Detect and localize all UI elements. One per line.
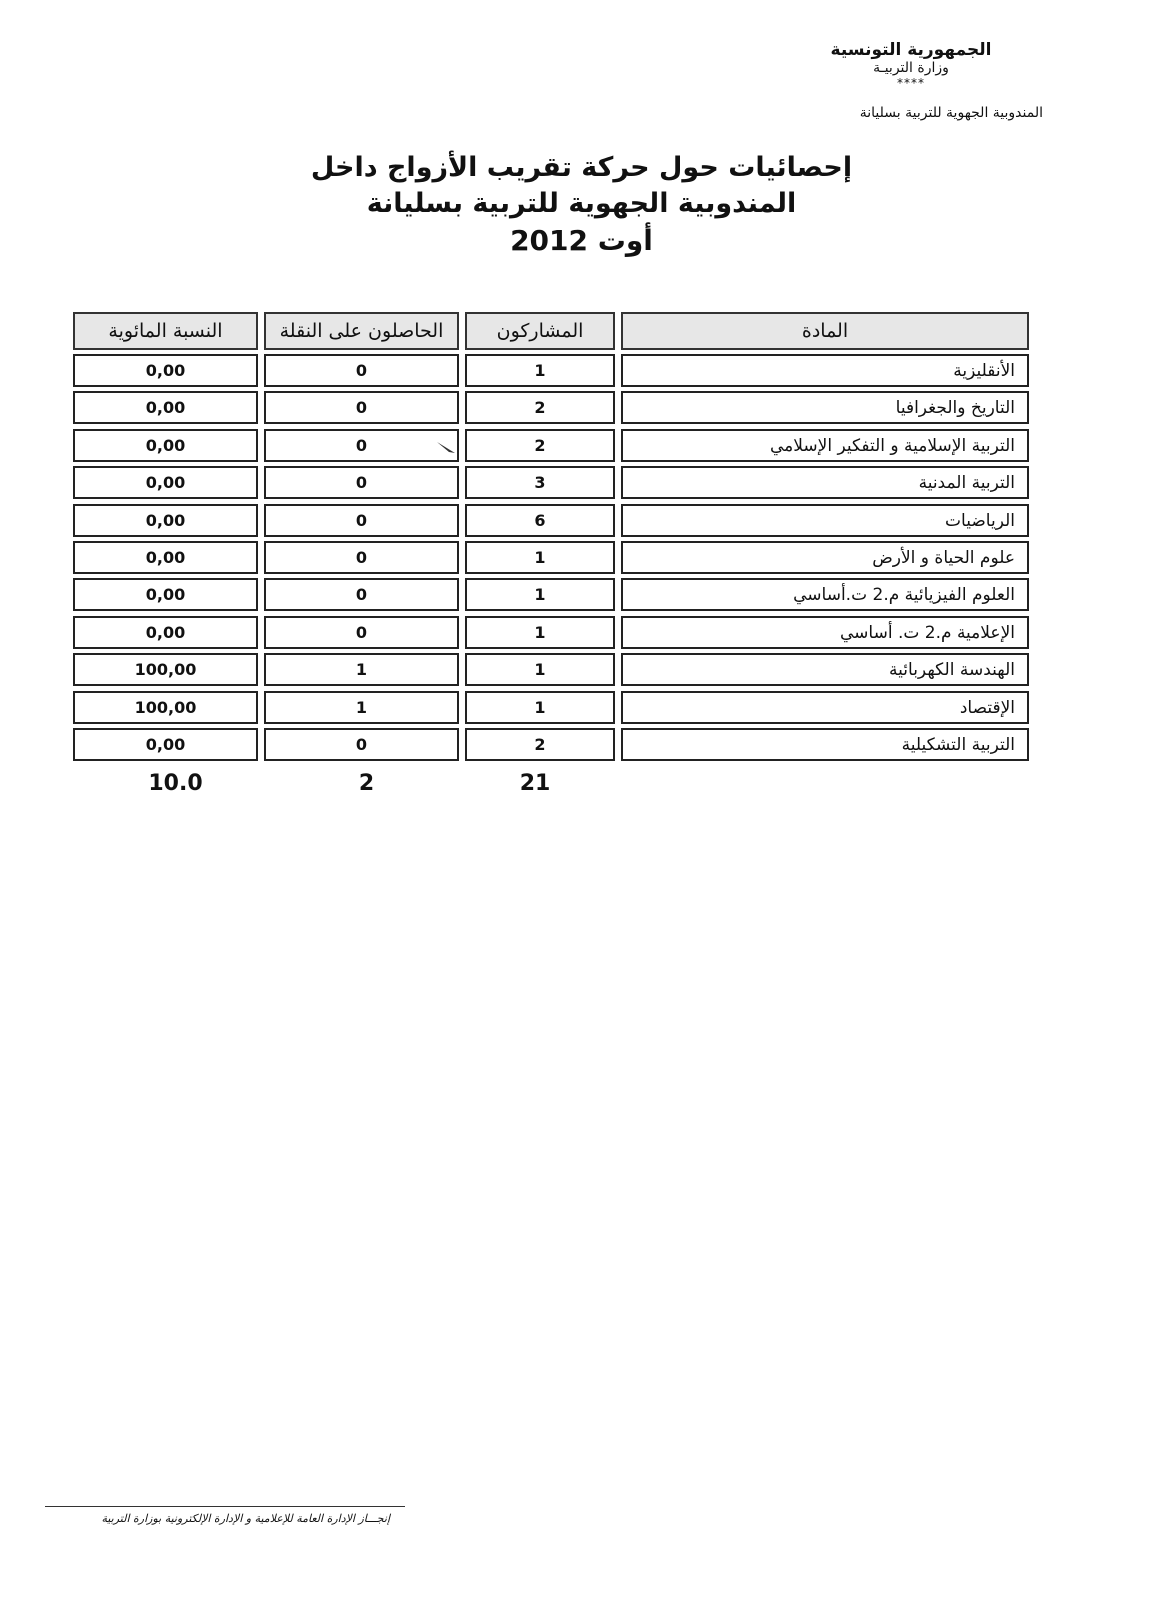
cell-passed: 0: [264, 541, 459, 574]
cell-subject: التربية التشكيلية: [621, 728, 1029, 761]
cell-passed: 1: [264, 691, 459, 724]
cell-participants: 1: [465, 578, 615, 611]
cell-ratio: 0,00: [73, 728, 258, 761]
cell-ratio: 100,00: [73, 653, 258, 686]
total-passed: 2: [358, 770, 375, 796]
cell-passed: 0: [264, 429, 459, 462]
column-header-subject: المادة: [621, 312, 1029, 350]
cell-ratio: 100,00: [73, 691, 258, 724]
cell-passed: 0: [264, 616, 459, 649]
cell-passed: 1: [264, 653, 459, 686]
title-date: أوت 2012: [510, 224, 653, 257]
cell-subject: الهندسة الكهربائية: [621, 653, 1029, 686]
cell-passed: 0: [264, 728, 459, 761]
cell-participants: 1: [465, 541, 615, 574]
cell-passed: 0: [264, 466, 459, 499]
cell-subject: علوم الحياة و الأرض: [621, 541, 1029, 574]
cell-passed: 0: [264, 504, 459, 537]
cell-participants: 2: [465, 429, 615, 462]
cell-subject: التربية الإسلامية و التفكير الإسلامي: [621, 429, 1029, 462]
cell-subject: الإعلامية م.2 ت. أساسي: [621, 616, 1029, 649]
column-header-ratio: النسبة المائوية: [73, 312, 258, 350]
cell-subject: التربية المدنية: [621, 466, 1029, 499]
cell-participants: 2: [465, 391, 615, 424]
republic-name: الجمهورية التونسية: [830, 40, 992, 60]
document-title: [0, 150, 1163, 260]
cell-ratio: 0,00: [73, 616, 258, 649]
cell-participants: 3: [465, 466, 615, 499]
cell-passed: 0: [264, 354, 459, 387]
cell-ratio: 0,00: [73, 391, 258, 424]
footer-note: إنجـــاز الإدارة العامة للإعلامية و الإدارة الإلكترونية بوزارة التربية: [101, 1512, 390, 1525]
column-header-passed: الحاصلون على النقلة: [264, 312, 459, 350]
title-line-1: إحصائيات حول حركة تقريب الأزواج داخل: [310, 152, 853, 183]
cell-passed: 0: [264, 578, 459, 611]
cell-ratio: 0,00: [73, 504, 258, 537]
cell-participants: 1: [465, 691, 615, 724]
title-line-2: المندوبية الجهوية للتربية بسليانة: [366, 188, 797, 219]
cell-participants: 1: [465, 653, 615, 686]
cell-subject: الأنقليزية: [621, 354, 1029, 387]
cell-participants: 2: [465, 728, 615, 761]
cell-ratio: 0,00: [73, 429, 258, 462]
ministry-name: وزارة التربيـة: [873, 60, 949, 76]
cell-subject: العلوم الفيزيائية م.2 ت.أساسي: [621, 578, 1029, 611]
totals-row: [0, 768, 1163, 798]
column-header-participants: المشاركون: [465, 312, 615, 350]
letterhead: [781, 40, 1041, 89]
pen-mark-icon: [436, 440, 456, 454]
cell-participants: 1: [465, 354, 615, 387]
cell-ratio: 0,00: [73, 466, 258, 499]
cell-participants: 6: [465, 504, 615, 537]
cell-ratio: 0,00: [73, 354, 258, 387]
cell-ratio: 0,00: [73, 541, 258, 574]
cell-participants: 1: [465, 616, 615, 649]
cell-subject: الإقتصاد: [621, 691, 1029, 724]
regional-office: المندوبية الجهوية للتربية بسليانة: [859, 105, 1043, 121]
cell-passed: 0: [264, 391, 459, 424]
cell-subject: التاريخ والجغرافيا: [621, 391, 1029, 424]
cell-subject: الرياضيات: [621, 504, 1029, 537]
total-ratio: 10.0: [148, 770, 203, 796]
cell-ratio: 0,00: [73, 578, 258, 611]
separator-stars: ****: [897, 76, 925, 90]
total-participants: 21: [519, 770, 551, 796]
footer-divider: [45, 1506, 405, 1507]
